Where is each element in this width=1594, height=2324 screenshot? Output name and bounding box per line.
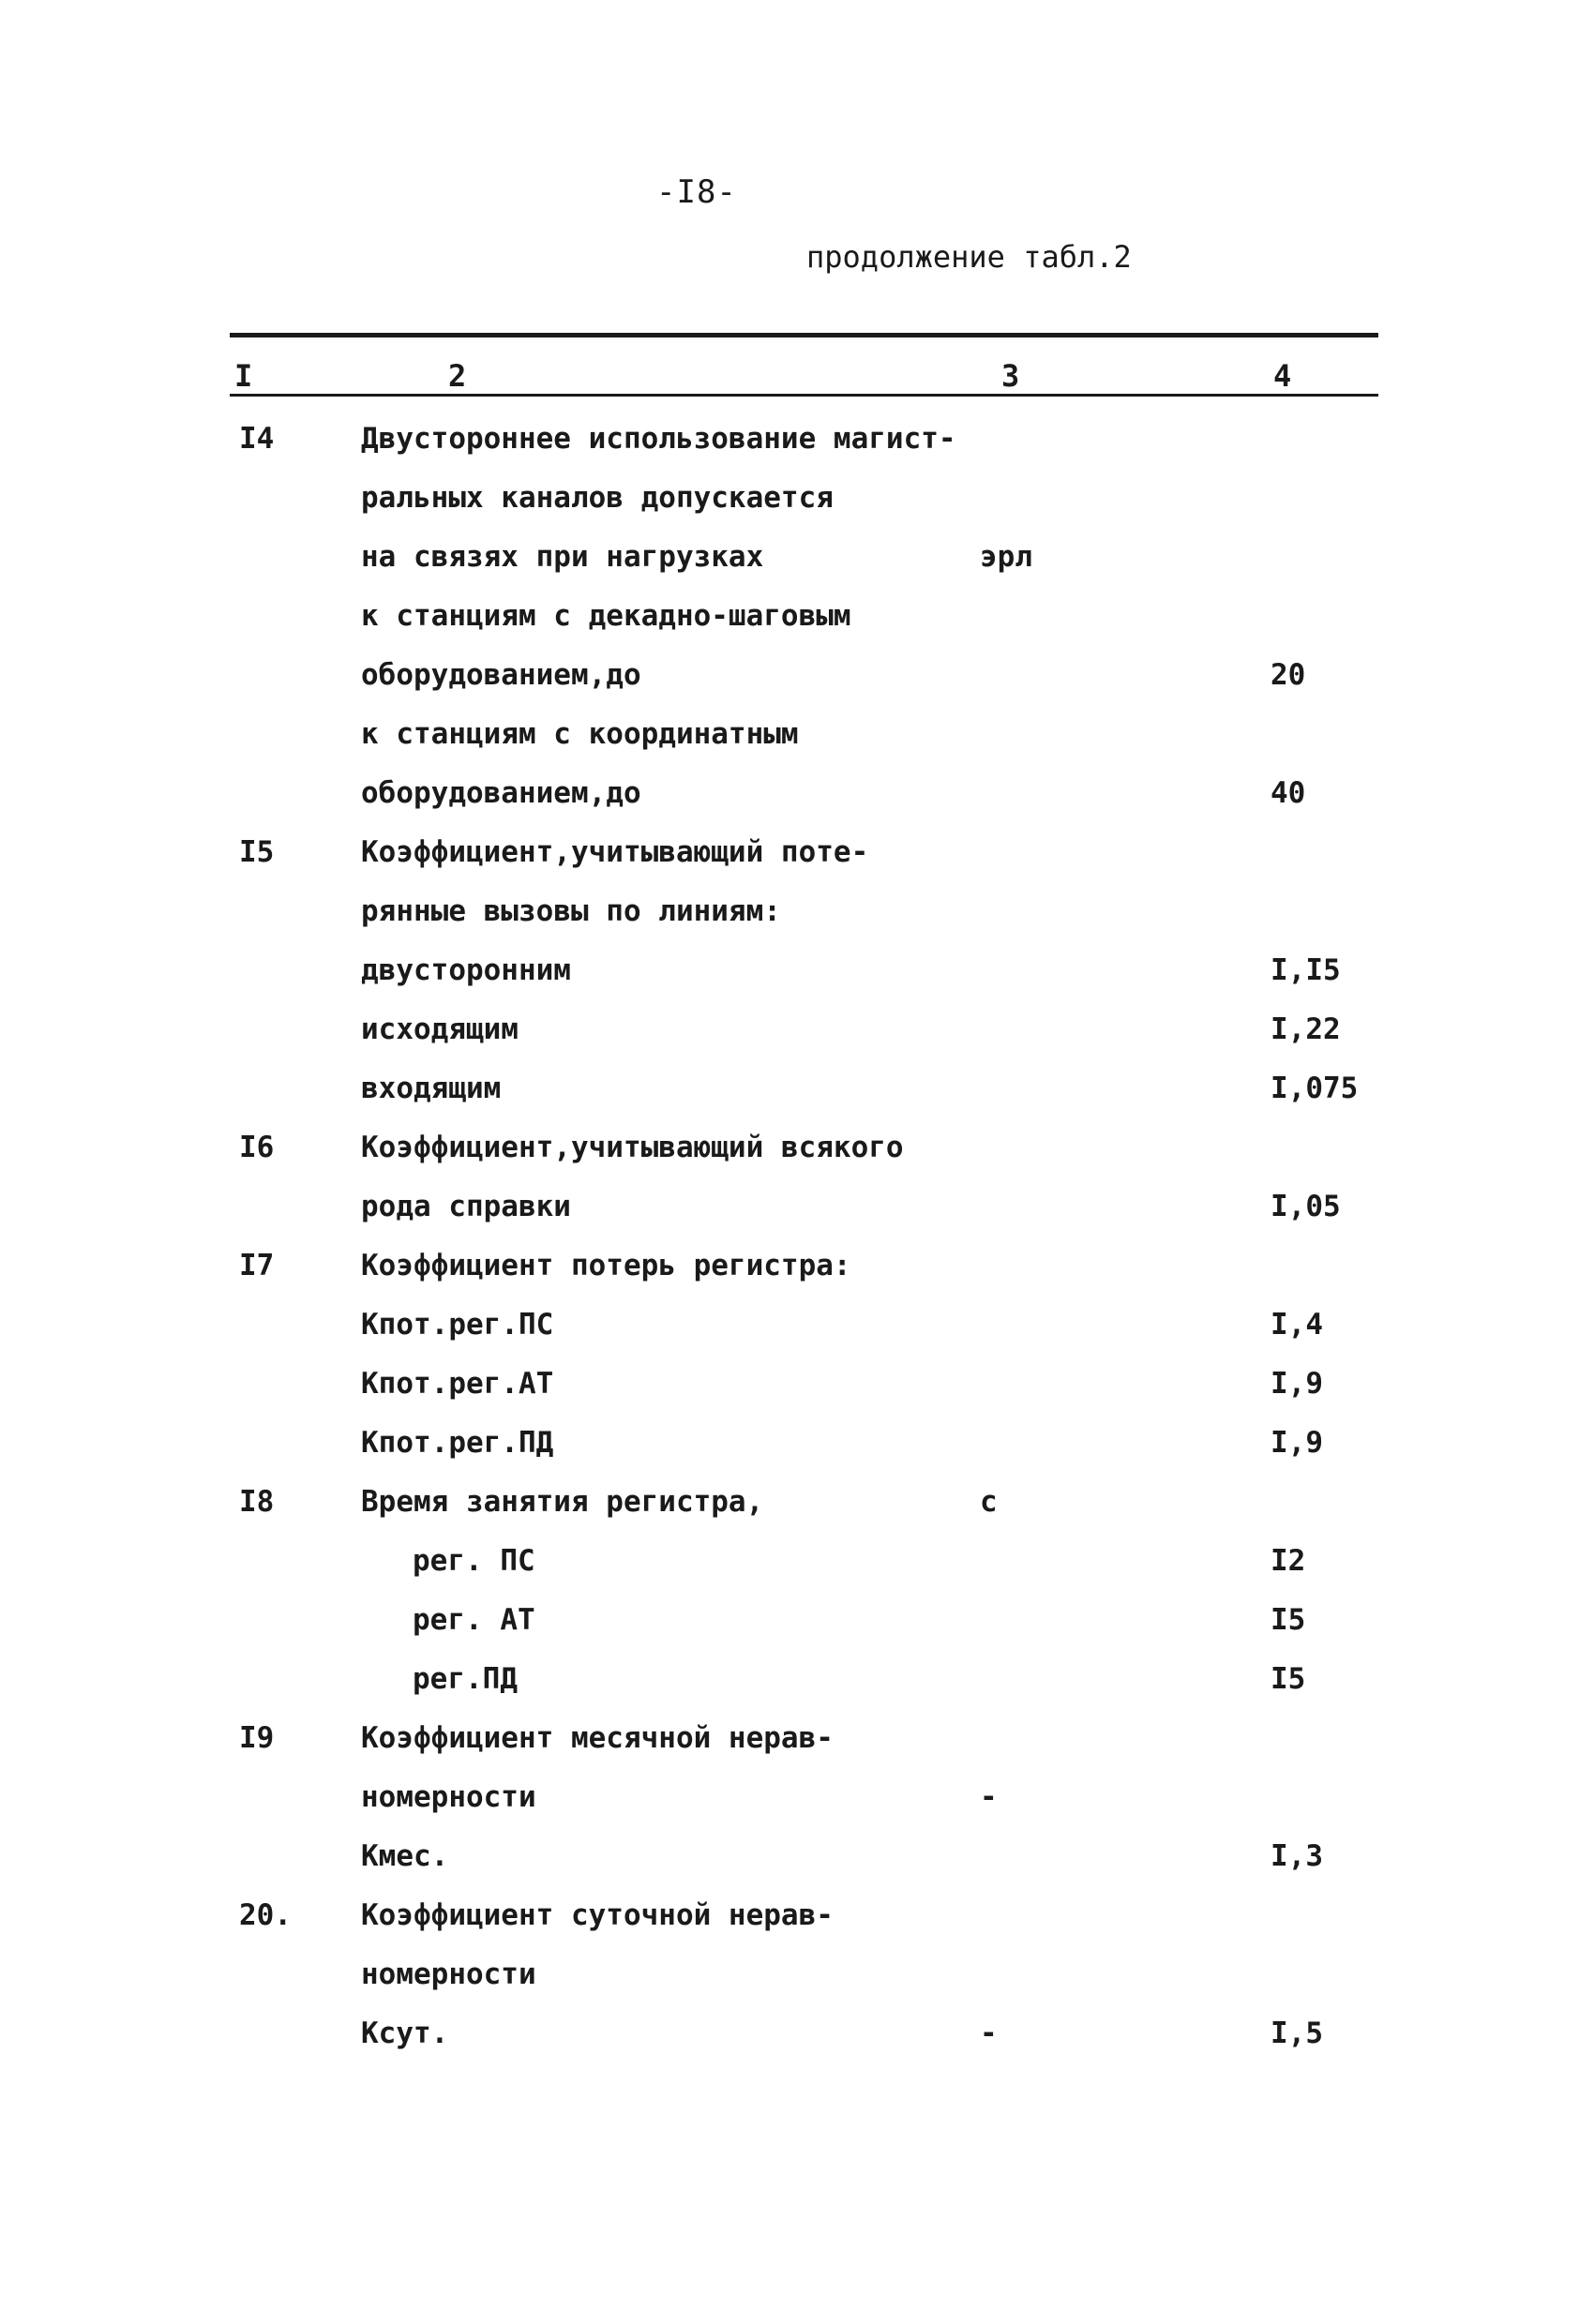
row-number: I6 (239, 1131, 275, 1164)
table-row (0, 1190, 1594, 1248)
row-text: номерности (361, 1957, 536, 1991)
table-row (0, 1780, 1594, 1838)
row-unit: эрл (980, 540, 1032, 574)
row-number: I9 (239, 1721, 275, 1755)
row-number: I7 (239, 1249, 275, 1282)
row-text: Кмес. (361, 1839, 449, 1873)
row-text: рег.ПД (413, 1662, 518, 1696)
row-text: рянные вызовы по линиям: (361, 894, 781, 928)
row-text: оборудованием,до (361, 776, 641, 810)
row-text: рег. ПС (413, 1544, 535, 1578)
row-text: к станциям с координатным (361, 717, 799, 751)
table-row (0, 717, 1594, 775)
row-text: исходящим (361, 1012, 519, 1046)
row-text: Коэффициент суточной нерав- (361, 1898, 834, 1932)
row-value: I,9 (1271, 1426, 1323, 1460)
page-number: -I8- (656, 173, 737, 211)
row-unit: - (980, 2017, 998, 2050)
table-row (0, 599, 1594, 657)
row-number: I5 (239, 835, 275, 869)
row-value: I2 (1271, 1544, 1306, 1578)
row-text: двусторонним (361, 953, 571, 987)
row-text: входящим (361, 1072, 502, 1105)
table-row (0, 1131, 1594, 1189)
row-number: I4 (239, 422, 275, 456)
row-text: номерности (361, 1780, 536, 1814)
table-row (0, 1426, 1594, 1484)
column-header-1: I (234, 358, 253, 394)
column-header-4: 4 (1273, 358, 1292, 394)
table-row (0, 1308, 1594, 1366)
column-header-3: 3 (1001, 358, 1020, 394)
table-row (0, 1544, 1594, 1602)
row-value: 40 (1271, 776, 1306, 810)
row-text: оборудованием,до (361, 658, 641, 692)
row-text: ральных каналов допускается (361, 481, 834, 515)
row-text: рег. АТ (413, 1603, 535, 1637)
table-row (0, 835, 1594, 893)
row-value: I5 (1271, 1603, 1306, 1637)
row-text: Коэффициент потерь регистра: (361, 1249, 851, 1282)
row-value: I,22 (1271, 1012, 1341, 1046)
row-unit: - (980, 1780, 998, 1814)
row-text: Кпот.рег.АТ (361, 1367, 554, 1401)
row-text: Кпот.рег.ПД (361, 1426, 554, 1460)
row-number: I8 (239, 1485, 275, 1519)
row-text: рода справки (361, 1190, 571, 1223)
header-underline (230, 394, 1378, 397)
table-row (0, 1249, 1594, 1307)
table-row (0, 1012, 1594, 1071)
row-number: 20. (239, 1898, 292, 1932)
row-text: к станциям с декадно-шаговым (361, 599, 851, 633)
row-value: 20 (1271, 658, 1306, 692)
table-row (0, 776, 1594, 834)
row-text: Коэффициент месячной нерав- (361, 1721, 834, 1755)
row-text: Коэффициент,учитывающий всякого (361, 1131, 904, 1164)
table-row (0, 1603, 1594, 1661)
row-value: I,9 (1271, 1367, 1323, 1401)
table-row (0, 1485, 1594, 1543)
table-row (0, 953, 1594, 1012)
row-text: Ксут. (361, 2017, 449, 2050)
row-value: I,075 (1271, 1072, 1359, 1105)
table-row (0, 422, 1594, 480)
row-text: Двустороннее использование магист- (361, 422, 956, 456)
table-row (0, 540, 1594, 598)
column-header-2: 2 (448, 358, 467, 394)
table-row (0, 1898, 1594, 1957)
row-text: на связях при нагрузках (361, 540, 764, 574)
row-text: Коэффициент,учитывающий поте- (361, 835, 869, 869)
table-row (0, 658, 1594, 716)
row-value: I,4 (1271, 1308, 1323, 1342)
table-row (0, 1367, 1594, 1425)
table-top-rule (230, 333, 1378, 337)
table-row (0, 1839, 1594, 1897)
row-value: I5 (1271, 1662, 1306, 1696)
table-row (0, 1957, 1594, 2016)
table-caption: продолжение табл.2 (806, 239, 1132, 275)
row-text: Кпот.рег.ПС (361, 1308, 554, 1342)
table-row (0, 2017, 1594, 2075)
row-value: I,3 (1271, 1839, 1323, 1873)
row-value: I,5 (1271, 2017, 1323, 2050)
table-row (0, 481, 1594, 539)
row-value: I,I5 (1271, 953, 1341, 987)
row-value: I,05 (1271, 1190, 1341, 1223)
table-row (0, 894, 1594, 952)
row-text: Время занятия регистра, (361, 1485, 764, 1519)
table-row (0, 1662, 1594, 1720)
row-unit: с (980, 1485, 998, 1519)
table-row (0, 1721, 1594, 1779)
table-row (0, 1072, 1594, 1130)
